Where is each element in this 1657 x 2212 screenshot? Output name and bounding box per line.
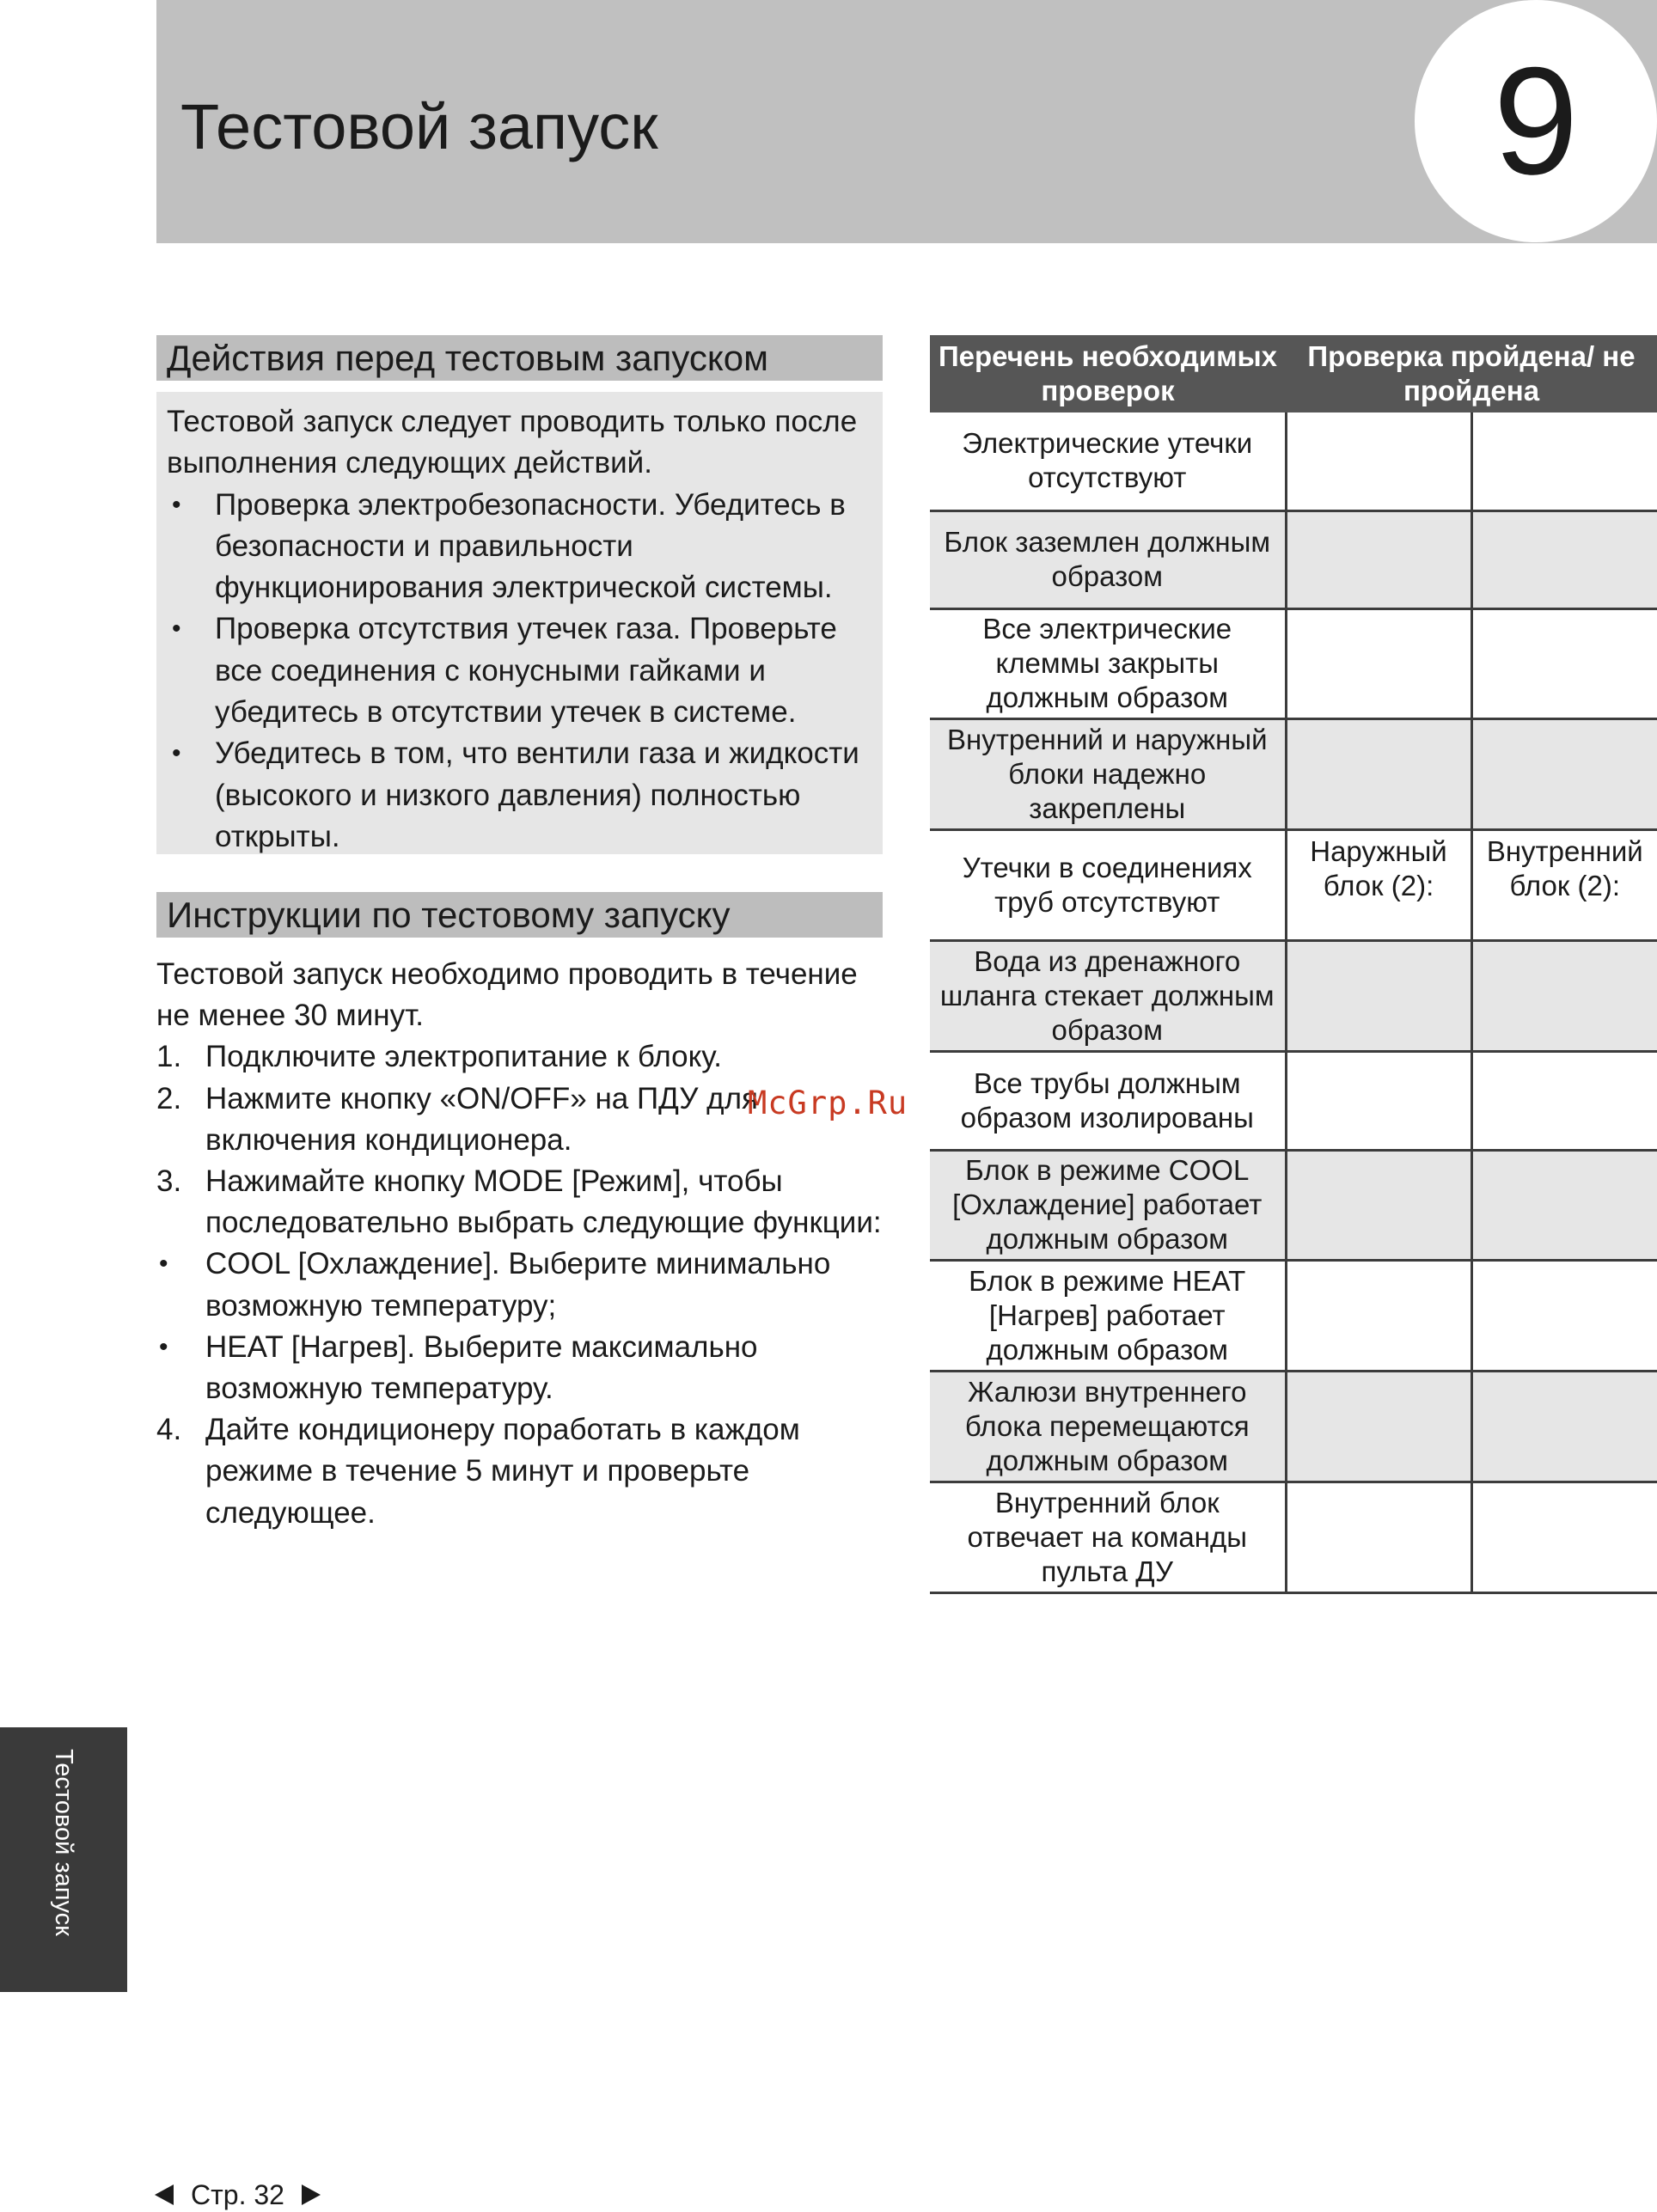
pre-check-item: • Проверка электробезопасности. Убедитесь в безопасности и правильности функционирования электрической системы. xyxy=(167,485,872,609)
pre-check-box xyxy=(156,392,883,854)
pre-check-intro: Тестовой запуск следует проводить только после выполнения следующих действий. xyxy=(167,405,858,480)
pre-check-item: • Проверка отсутствия утечек газа. Проверьте все соединения с конусными гайками и убедитесь в отсутствии утечек в системе. xyxy=(167,608,872,733)
next-page-icon[interactable] xyxy=(302,2185,321,2205)
chapter-number: 9 xyxy=(1493,35,1579,206)
instruction-step xyxy=(156,1161,883,1243)
result-cell xyxy=(1286,510,1471,608)
result-cell xyxy=(1471,510,1657,608)
step-number: 2. xyxy=(156,1081,182,1115)
check-item: Внутренний блок отвечает на команды пульта ДУ xyxy=(930,1482,1286,1592)
step-text: Нажимайте кнопку MODE [Режим], чтобы последовательно выбрать следующие функции: xyxy=(205,1164,882,1240)
instructions-intro: Тестовой запуск необходимо проводить в течение не менее 30 минут. xyxy=(156,957,858,1033)
indoor-unit-cell: Внутренний блок (2): xyxy=(1471,829,1657,940)
result-cell xyxy=(1286,1482,1471,1592)
result-cell xyxy=(1471,1051,1657,1150)
watermark: McGrp.Ru xyxy=(748,1085,908,1121)
result-cell xyxy=(1286,1260,1471,1371)
step-text: Подключите электропитание к блоку. xyxy=(205,1040,723,1074)
col-header-check: Перечень необходимых проверок xyxy=(930,335,1286,412)
result-cell xyxy=(1471,1150,1657,1260)
check-item: Блок в режиме COOL [Охлаждение] работает должным образом xyxy=(930,1150,1286,1260)
check-item: Все трубы должным образом изолированы xyxy=(930,1051,1286,1150)
result-cell xyxy=(1471,1482,1657,1592)
mode-item: • COOL [Охлаждение]. Выберите минимально возможную температуру; xyxy=(156,1243,883,1326)
check-item: Вода из дренажного шланга стекает должным образом xyxy=(930,940,1286,1051)
col-header-result: Проверка пройдена/ не пройдена xyxy=(1286,335,1657,412)
outdoor-unit-cell: Наружный блок (2): xyxy=(1286,829,1471,940)
pager xyxy=(155,2178,321,2212)
side-tab xyxy=(0,1727,127,1992)
instructions-body xyxy=(156,954,883,1534)
result-cell xyxy=(1471,1371,1657,1482)
result-cell xyxy=(1471,718,1657,829)
result-cell xyxy=(1471,608,1657,718)
checklist-table xyxy=(930,335,1657,1594)
instructions-heading: Инструкции по тестовому запуску xyxy=(156,892,883,938)
side-tab-label: Тестовой запуск xyxy=(50,1749,77,1936)
check-item: Внутренний и наружный блоки надежно закреплены xyxy=(930,718,1286,829)
check-item: Жалюзи внутреннего блока перемещаются должным образом xyxy=(930,1371,1286,1482)
check-item: Блок заземлен должным образом xyxy=(930,510,1286,608)
result-cell xyxy=(1286,608,1471,718)
result-cell xyxy=(1471,940,1657,1051)
result-cell xyxy=(1471,412,1657,510)
mode-item: • HEAT [Нагрев]. Выберите максимально возможную температуру. xyxy=(156,1327,883,1409)
check-item: Блок в режиме HEAT [Нагрев] работает должным образом xyxy=(930,1260,1286,1371)
chapter-number-badge xyxy=(1415,0,1657,242)
result-cell xyxy=(1286,1371,1471,1482)
step-number: 3. xyxy=(156,1164,182,1199)
pre-check-item: • Убедитесь в том, что вентили газа и жидкости (высокого и низкого давления) полностью открыты. xyxy=(167,733,872,858)
result-cell xyxy=(1286,1150,1471,1260)
check-item: Все электрические клеммы закрыты должным образом xyxy=(930,608,1286,718)
page-number: Стр. 32 xyxy=(191,2178,284,2210)
prev-page-icon[interactable] xyxy=(155,2185,174,2205)
result-cell xyxy=(1471,1260,1657,1371)
pre-check-heading: Действия перед тестовым запуском xyxy=(156,335,883,381)
step-number: 4. xyxy=(156,1413,182,1447)
result-cell xyxy=(1286,412,1471,510)
step-text: Нажмите кнопку «ON/OFF» на ПДУ для включения кондиционера. xyxy=(205,1081,758,1157)
instruction-step xyxy=(156,1036,883,1078)
step-text: Дайте кондиционеру поработать в каждом режиме в течение 5 минут и проверьте следующее. xyxy=(205,1413,800,1530)
check-item: Электрические утечки отсутствуют xyxy=(930,412,1286,510)
result-cell xyxy=(1286,1051,1471,1150)
check-item: Утечки в соединениях труб отсутствуют xyxy=(930,829,1286,940)
step-number: 1. xyxy=(156,1040,182,1074)
result-cell xyxy=(1286,940,1471,1051)
page-title: Тестовой запуск xyxy=(180,91,658,162)
result-cell xyxy=(1286,718,1471,829)
instruction-step xyxy=(156,1409,883,1534)
